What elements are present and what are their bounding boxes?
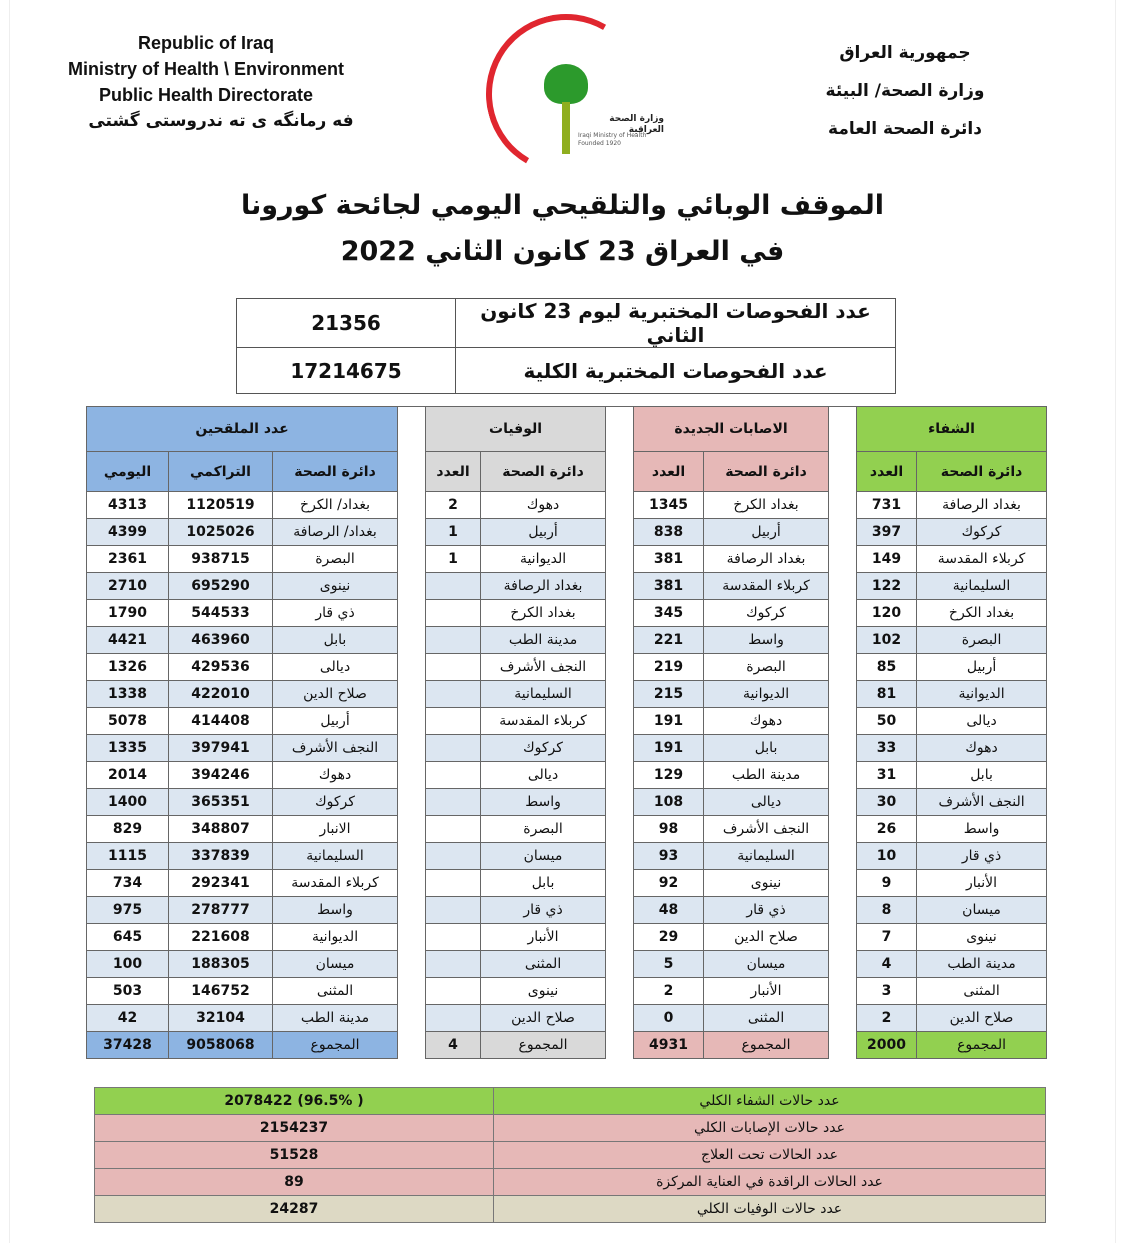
cell-rec-count: 3 bbox=[857, 978, 917, 1005]
cell-vac-daily: 1338 bbox=[87, 681, 169, 708]
table-row bbox=[87, 816, 1047, 843]
cell-rec-directorate: المثنى bbox=[917, 978, 1047, 1005]
cell-death-directorate: نينوى bbox=[481, 978, 606, 1005]
cell-death-count bbox=[426, 654, 481, 681]
totals-row bbox=[87, 1032, 1047, 1059]
summary-value: 51528 bbox=[95, 1142, 494, 1169]
group-header-row bbox=[87, 407, 1047, 452]
header-republic-ar: جمهورية العراق bbox=[839, 43, 971, 63]
cell-vac-cumulative: 337839 bbox=[169, 843, 273, 870]
cell-new-directorate: مدينة الطب bbox=[704, 762, 829, 789]
cell-new-count: 0 bbox=[634, 1005, 704, 1032]
col-death-count: العدد bbox=[426, 452, 481, 492]
cell-rec-directorate: النجف الأشرف bbox=[917, 789, 1047, 816]
table-row bbox=[87, 627, 1047, 654]
cell-rec-count: 120 bbox=[857, 600, 917, 627]
summary-label: عدد حالات الوفيات الكلي bbox=[494, 1196, 1046, 1223]
cell-new-count: 221 bbox=[634, 627, 704, 654]
cell-new-directorate: بغداد الكرخ bbox=[704, 492, 829, 519]
cell-vac-daily: 645 bbox=[87, 924, 169, 951]
cell-rec-count: 85 bbox=[857, 654, 917, 681]
table-body bbox=[87, 492, 1047, 1032]
cell-death-count bbox=[426, 735, 481, 762]
cell-new-count: 838 bbox=[634, 519, 704, 546]
column-header-row bbox=[87, 452, 1047, 492]
cell-death-count: 2 bbox=[426, 492, 481, 519]
cell-vac-daily: 4313 bbox=[87, 492, 169, 519]
cell-rec-directorate: نينوى bbox=[917, 924, 1047, 951]
cell-vac-daily: 2710 bbox=[87, 573, 169, 600]
report-page bbox=[10, 0, 1115, 1243]
cell-death-count bbox=[426, 600, 481, 627]
cell-new-directorate: الديوانية bbox=[704, 681, 829, 708]
table-row bbox=[87, 492, 1047, 519]
table-row bbox=[87, 951, 1047, 978]
cell-rec-count: 31 bbox=[857, 762, 917, 789]
cell-rec-count: 81 bbox=[857, 681, 917, 708]
col-rec-directorate: دائرة الصحة bbox=[917, 452, 1047, 492]
cell-death-count bbox=[426, 816, 481, 843]
summary-value: 2154237 bbox=[95, 1115, 494, 1142]
cell-rec-count: 149 bbox=[857, 546, 917, 573]
cell-vac-directorate: دهوك bbox=[273, 762, 398, 789]
cell-vac-directorate: البصرة bbox=[273, 546, 398, 573]
cell-new-count: 93 bbox=[634, 843, 704, 870]
table-row bbox=[87, 897, 1047, 924]
cell-vac-cumulative: 463960 bbox=[169, 627, 273, 654]
total-rec-value: 2000 bbox=[857, 1032, 917, 1059]
cell-new-directorate: صلاح الدين bbox=[704, 924, 829, 951]
cell-vac-daily: 734 bbox=[87, 870, 169, 897]
cell-death-count bbox=[426, 573, 481, 600]
group-deaths: الوفيات bbox=[426, 407, 606, 452]
cell-death-count: 1 bbox=[426, 519, 481, 546]
cell-death-directorate: الديوانية bbox=[481, 546, 606, 573]
report-title: الموقف الوبائي والتلقيحي اليومي لجائحة كورونا bbox=[240, 190, 885, 221]
total-new-value: 4931 bbox=[634, 1032, 704, 1059]
cell-new-directorate: البصرة bbox=[704, 654, 829, 681]
cell-vac-cumulative: 544533 bbox=[169, 600, 273, 627]
group-recovered: الشفاء bbox=[857, 407, 1047, 452]
table-row bbox=[87, 870, 1047, 897]
cell-vac-directorate: نينوى bbox=[273, 573, 398, 600]
group-vaccinated: عدد الملقحين bbox=[87, 407, 398, 452]
cell-vac-cumulative: 394246 bbox=[169, 762, 273, 789]
cell-death-count: 1 bbox=[426, 546, 481, 573]
cell-death-count bbox=[426, 681, 481, 708]
cell-new-count: 1345 bbox=[634, 492, 704, 519]
summary-label: عدد الحالات تحت العلاج bbox=[494, 1142, 1046, 1169]
cell-new-count: 345 bbox=[634, 600, 704, 627]
cell-vac-cumulative: 1025026 bbox=[169, 519, 273, 546]
cell-new-count: 108 bbox=[634, 789, 704, 816]
lab-tests-table bbox=[236, 298, 896, 394]
cell-vac-directorate: الانبار bbox=[273, 816, 398, 843]
col-new-directorate: دائرة الصحة bbox=[704, 452, 829, 492]
cell-vac-cumulative: 429536 bbox=[169, 654, 273, 681]
cell-death-count bbox=[426, 789, 481, 816]
cell-rec-directorate: مدينة الطب bbox=[917, 951, 1047, 978]
cell-death-count bbox=[426, 870, 481, 897]
table-row bbox=[87, 735, 1047, 762]
table-row bbox=[87, 573, 1047, 600]
logo-trunk-icon bbox=[562, 102, 570, 154]
cell-new-directorate: ميسان bbox=[704, 951, 829, 978]
cell-vac-cumulative: 414408 bbox=[169, 708, 273, 735]
table-row bbox=[87, 681, 1047, 708]
cell-vac-cumulative: 188305 bbox=[169, 951, 273, 978]
logo-sub-line2: Founded 1920 bbox=[578, 140, 621, 147]
table-row bbox=[87, 843, 1047, 870]
summary-table bbox=[94, 1087, 1046, 1223]
cell-vac-directorate: صلاح الدين bbox=[273, 681, 398, 708]
tests-daily-label: عدد الفحوصات المختبرية ليوم 23 كانون الثاني bbox=[456, 299, 896, 348]
cell-death-count bbox=[426, 627, 481, 654]
cell-vac-directorate: مدينة الطب bbox=[273, 1005, 398, 1032]
province-table bbox=[86, 406, 1047, 1059]
cell-rec-count: 10 bbox=[857, 843, 917, 870]
cell-death-directorate: الأنبار bbox=[481, 924, 606, 951]
cell-rec-count: 731 bbox=[857, 492, 917, 519]
cell-new-count: 5 bbox=[634, 951, 704, 978]
table-row bbox=[87, 708, 1047, 735]
logo-palm-tree-icon bbox=[544, 64, 588, 104]
table-row bbox=[87, 519, 1047, 546]
cell-death-count bbox=[426, 924, 481, 951]
cell-vac-daily: 4421 bbox=[87, 627, 169, 654]
cell-rec-count: 122 bbox=[857, 573, 917, 600]
cell-rec-count: 102 bbox=[857, 627, 917, 654]
cell-new-directorate: بابل bbox=[704, 735, 829, 762]
cell-rec-count: 50 bbox=[857, 708, 917, 735]
cell-death-directorate: بغداد الرصافة bbox=[481, 573, 606, 600]
cell-vac-cumulative: 422010 bbox=[169, 681, 273, 708]
cell-new-directorate: ذي قار bbox=[704, 897, 829, 924]
table-row bbox=[87, 654, 1047, 681]
table-row bbox=[87, 978, 1047, 1005]
cell-death-count bbox=[426, 951, 481, 978]
cell-vac-cumulative: 278777 bbox=[169, 897, 273, 924]
cell-rec-directorate: بابل bbox=[917, 762, 1047, 789]
total-rec-label: المجموع bbox=[917, 1032, 1047, 1059]
header-directorate-ar: دائرة الصحة العامة bbox=[828, 119, 982, 139]
cell-new-directorate: كربلاء المقدسة bbox=[704, 573, 829, 600]
cell-vac-daily: 1115 bbox=[87, 843, 169, 870]
col-vac-daily: اليومي bbox=[87, 452, 169, 492]
cell-vac-directorate: المثنى bbox=[273, 978, 398, 1005]
cell-death-count bbox=[426, 978, 481, 1005]
cell-vac-directorate: ذي قار bbox=[273, 600, 398, 627]
cell-new-directorate: ديالى bbox=[704, 789, 829, 816]
logo-english-text bbox=[578, 132, 646, 148]
cell-vac-directorate: النجف الأشرف bbox=[273, 735, 398, 762]
cell-rec-directorate: السليمانية bbox=[917, 573, 1047, 600]
cell-vac-daily: 975 bbox=[87, 897, 169, 924]
cell-death-directorate: بابل bbox=[481, 870, 606, 897]
cell-new-count: 191 bbox=[634, 708, 704, 735]
cell-death-directorate: أربيل bbox=[481, 519, 606, 546]
ministry-logo bbox=[476, 14, 676, 174]
cell-new-directorate: النجف الأشرف bbox=[704, 816, 829, 843]
cell-vac-cumulative: 695290 bbox=[169, 573, 273, 600]
cell-new-count: 215 bbox=[634, 681, 704, 708]
summary-value: 89 bbox=[95, 1169, 494, 1196]
cell-new-directorate: واسط bbox=[704, 627, 829, 654]
cell-rec-count: 8 bbox=[857, 897, 917, 924]
cell-rec-directorate: ميسان bbox=[917, 897, 1047, 924]
total-vac-daily: 37428 bbox=[87, 1032, 169, 1059]
cell-vac-daily: 5078 bbox=[87, 708, 169, 735]
col-rec-count: العدد bbox=[857, 452, 917, 492]
cell-death-directorate: دهوك bbox=[481, 492, 606, 519]
cell-rec-count: 4 bbox=[857, 951, 917, 978]
col-vac-cumulative: التراكمي bbox=[169, 452, 273, 492]
tests-total-row bbox=[237, 348, 896, 394]
cell-new-count: 29 bbox=[634, 924, 704, 951]
cell-death-directorate: كربلاء المقدسة bbox=[481, 708, 606, 735]
cell-rec-directorate: البصرة bbox=[917, 627, 1047, 654]
cell-rec-count: 7 bbox=[857, 924, 917, 951]
total-death-label: المجموع bbox=[481, 1032, 606, 1059]
header-directorate: Public Health Directorate bbox=[98, 85, 314, 105]
cell-rec-directorate: واسط bbox=[917, 816, 1047, 843]
total-vac-label: المجموع bbox=[273, 1032, 398, 1059]
cell-vac-daily: 1326 bbox=[87, 654, 169, 681]
cell-new-count: 381 bbox=[634, 546, 704, 573]
cell-vac-daily: 1790 bbox=[87, 600, 169, 627]
total-vac-cumulative: 9058068 bbox=[169, 1032, 273, 1059]
cell-rec-directorate: الأنبار bbox=[917, 870, 1047, 897]
cell-vac-directorate: بابل bbox=[273, 627, 398, 654]
cell-rec-directorate: بغداد الرصافة bbox=[917, 492, 1047, 519]
header-ministry-ar: وزارة الصحة/ البيئة bbox=[825, 81, 985, 101]
summary-value: ( 96.5%) 2078422 bbox=[95, 1088, 494, 1115]
cell-rec-count: 397 bbox=[857, 519, 917, 546]
cell-vac-directorate: كركوك bbox=[273, 789, 398, 816]
cell-death-count bbox=[426, 843, 481, 870]
col-new-count: العدد bbox=[634, 452, 704, 492]
cell-vac-directorate: ميسان bbox=[273, 951, 398, 978]
cell-death-directorate: النجف الأشرف bbox=[481, 654, 606, 681]
cell-vac-daily: 1335 bbox=[87, 735, 169, 762]
cell-vac-daily: 829 bbox=[87, 816, 169, 843]
cell-death-directorate: السليمانية bbox=[481, 681, 606, 708]
cell-rec-directorate: ديالى bbox=[917, 708, 1047, 735]
table-row bbox=[87, 789, 1047, 816]
cell-new-directorate: كركوك bbox=[704, 600, 829, 627]
cell-new-count: 2 bbox=[634, 978, 704, 1005]
summary-row-under-treatment bbox=[95, 1142, 1046, 1169]
cell-death-count bbox=[426, 708, 481, 735]
table-row bbox=[87, 924, 1047, 951]
cell-rec-count: 2 bbox=[857, 1005, 917, 1032]
summary-row-recovered bbox=[95, 1088, 1046, 1115]
cell-rec-directorate: دهوك bbox=[917, 735, 1047, 762]
tests-daily-row bbox=[237, 299, 896, 348]
cell-vac-cumulative: 1120519 bbox=[169, 492, 273, 519]
cell-vac-cumulative: 365351 bbox=[169, 789, 273, 816]
cell-rec-directorate: كربلاء المقدسة bbox=[917, 546, 1047, 573]
cell-vac-directorate: بغداد/ الكرخ bbox=[273, 492, 398, 519]
cell-new-directorate: أربيل bbox=[704, 519, 829, 546]
table-row bbox=[87, 762, 1047, 789]
cell-death-count bbox=[426, 897, 481, 924]
cell-new-directorate: بغداد الرصافة bbox=[704, 546, 829, 573]
cell-rec-count: 26 bbox=[857, 816, 917, 843]
cell-vac-daily: 503 bbox=[87, 978, 169, 1005]
cell-death-directorate: واسط bbox=[481, 789, 606, 816]
cell-vac-daily: 1400 bbox=[87, 789, 169, 816]
tests-daily-value: 21356 bbox=[237, 299, 456, 348]
cell-death-count bbox=[426, 762, 481, 789]
col-vac-directorate: دائرة الصحة bbox=[273, 452, 398, 492]
cell-death-directorate: ميسان bbox=[481, 843, 606, 870]
cell-rec-directorate: الديوانية bbox=[917, 681, 1047, 708]
cell-vac-directorate: واسط bbox=[273, 897, 398, 924]
cell-new-directorate: الأنبار bbox=[704, 978, 829, 1005]
table-row bbox=[87, 1005, 1047, 1032]
cell-new-count: 92 bbox=[634, 870, 704, 897]
cell-vac-daily: 4399 bbox=[87, 519, 169, 546]
total-new-label: المجموع bbox=[704, 1032, 829, 1059]
header-kurdish: فه رمانگه ی ته ندروستی گشتی bbox=[88, 111, 354, 131]
cell-new-count: 129 bbox=[634, 762, 704, 789]
cell-new-count: 191 bbox=[634, 735, 704, 762]
cell-death-directorate: ذي قار bbox=[481, 897, 606, 924]
cell-death-directorate: البصرة bbox=[481, 816, 606, 843]
cell-vac-directorate: كربلاء المقدسة bbox=[273, 870, 398, 897]
table-row bbox=[87, 546, 1047, 573]
cell-vac-daily: 42 bbox=[87, 1005, 169, 1032]
cell-vac-directorate: أربيل bbox=[273, 708, 398, 735]
cell-death-directorate: بغداد الكرخ bbox=[481, 600, 606, 627]
summary-row-deaths bbox=[95, 1196, 1046, 1223]
cell-new-directorate: نينوى bbox=[704, 870, 829, 897]
cell-vac-daily: 2014 bbox=[87, 762, 169, 789]
cell-death-directorate: المثنى bbox=[481, 951, 606, 978]
logo-sub-line1: Iraqi Ministry of Health bbox=[578, 132, 647, 139]
cell-rec-count: 33 bbox=[857, 735, 917, 762]
cell-rec-directorate: صلاح الدين bbox=[917, 1005, 1047, 1032]
cell-vac-cumulative: 292341 bbox=[169, 870, 273, 897]
col-death-directorate: دائرة الصحة bbox=[481, 452, 606, 492]
cell-vac-directorate: بغداد/ الرصافة bbox=[273, 519, 398, 546]
cell-rec-directorate: كركوك bbox=[917, 519, 1047, 546]
cell-rec-count: 30 bbox=[857, 789, 917, 816]
summary-value: 24287 bbox=[95, 1196, 494, 1223]
cell-death-count bbox=[426, 1005, 481, 1032]
tests-total-value: 17214675 bbox=[237, 348, 456, 394]
summary-label: عدد حالات الإصابات الكلي bbox=[494, 1115, 1046, 1142]
cell-vac-daily: 2361 bbox=[87, 546, 169, 573]
cell-death-directorate: صلاح الدين bbox=[481, 1005, 606, 1032]
cell-new-count: 381 bbox=[634, 573, 704, 600]
cell-vac-directorate: السليمانية bbox=[273, 843, 398, 870]
cell-rec-directorate: ذي قار bbox=[917, 843, 1047, 870]
cell-rec-count: 9 bbox=[857, 870, 917, 897]
cell-new-count: 98 bbox=[634, 816, 704, 843]
cell-death-directorate: كركوك bbox=[481, 735, 606, 762]
cell-new-directorate: السليمانية bbox=[704, 843, 829, 870]
cell-death-directorate: ديالى bbox=[481, 762, 606, 789]
cell-vac-cumulative: 938715 bbox=[169, 546, 273, 573]
cell-vac-directorate: ديالى bbox=[273, 654, 398, 681]
cell-vac-daily: 100 bbox=[87, 951, 169, 978]
cell-vac-cumulative: 146752 bbox=[169, 978, 273, 1005]
summary-label: عدد الحالات الراقدة في العناية المركزة bbox=[494, 1169, 1046, 1196]
cell-new-count: 48 bbox=[634, 897, 704, 924]
cell-vac-cumulative: 348807 bbox=[169, 816, 273, 843]
header-arabic-block bbox=[815, 34, 995, 148]
header-ministry: Ministry of Health \ Environment bbox=[67, 59, 345, 79]
cell-new-directorate: دهوك bbox=[704, 708, 829, 735]
report-date: في العراق 23 كانون الثاني 2022 bbox=[340, 236, 785, 267]
table-row bbox=[87, 600, 1047, 627]
cell-vac-cumulative: 32104 bbox=[169, 1005, 273, 1032]
cell-death-directorate: مدينة الطب bbox=[481, 627, 606, 654]
header-english-block bbox=[46, 30, 366, 134]
cell-rec-directorate: بغداد الكرخ bbox=[917, 600, 1047, 627]
tests-total-label: عدد الفحوصات المختبرية الكلية bbox=[456, 348, 896, 394]
cell-vac-cumulative: 221608 bbox=[169, 924, 273, 951]
cell-rec-directorate: أربيل bbox=[917, 654, 1047, 681]
header-republic: Republic of Iraq bbox=[137, 33, 274, 53]
logo-arabic-text: وزارة الصحة العراقية bbox=[609, 114, 664, 135]
cell-new-directorate: المثنى bbox=[704, 1005, 829, 1032]
summary-row-icu bbox=[95, 1169, 1046, 1196]
group-new-cases: الاصابات الجديدة bbox=[634, 407, 829, 452]
summary-row-total-cases bbox=[95, 1115, 1046, 1142]
summary-label: عدد حالات الشفاء الكلي bbox=[494, 1088, 1046, 1115]
cell-vac-directorate: الديوانية bbox=[273, 924, 398, 951]
total-death-value: 4 bbox=[426, 1032, 481, 1059]
cell-vac-cumulative: 397941 bbox=[169, 735, 273, 762]
cell-new-count: 219 bbox=[634, 654, 704, 681]
